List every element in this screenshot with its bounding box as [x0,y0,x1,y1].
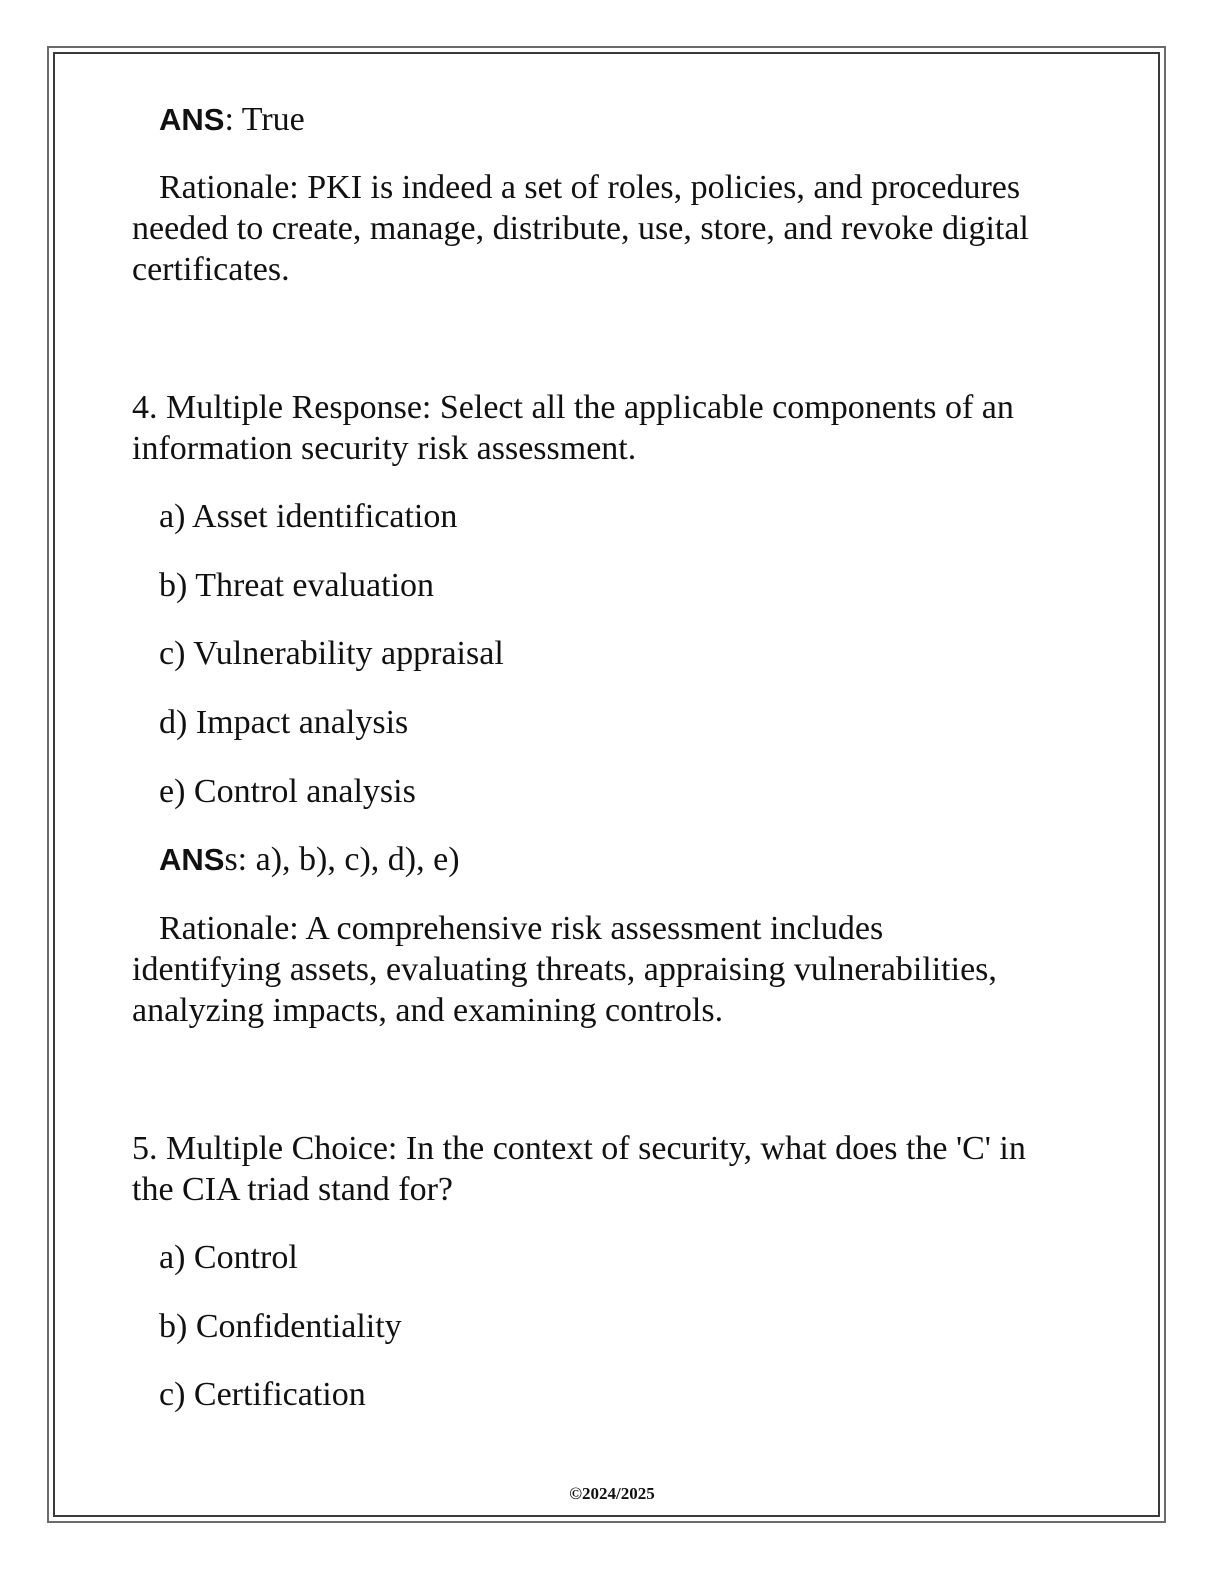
q4-question-line-1: 4. Multiple Response: Select all the applicable components of an [132,389,1014,426]
q3-rationale-line-1: Rationale: PKI is indeed a set of roles, policies, and procedures [159,169,1021,206]
q4-answer [159,839,460,880]
q4-option-e: e) Control analysis [159,773,416,810]
copyright-footer: ©2024/2025 [569,1484,655,1503]
q3-answer-label: ANS [159,102,225,137]
q4-rationale-line-2: identifying assets, evaluating threats, appraising vulnerabilities, [132,951,997,988]
q4-answer-label: ANS [159,842,225,877]
q3-rationale-line-2: needed to create, manage, distribute, use, store, and revoke digital [132,210,1029,247]
q5-option-b: b) Confidentiality [159,1308,402,1345]
q3-answer-value: : True [224,101,305,138]
q4-answer-value: s: a), b), c), d), e) [224,841,460,878]
q4-rationale-line-3: analyzing impacts, and examining controls. [132,992,724,1029]
q5-option-c: c) Certification [159,1376,366,1413]
q3-rationale-line-3: certificates. [132,251,290,288]
q5-option-a: a) Control [159,1239,298,1276]
q4-option-c: c) Vulnerability appraisal [159,635,504,672]
q4-question-line-2: information security risk assessment. [132,430,637,467]
q3-answer [159,99,305,140]
q4-option-a: a) Asset identification [159,498,458,535]
q5-question-line-1: 5. Multiple Choice: In the context of security, what does the 'C' in [132,1130,1026,1167]
q4-option-d: d) Impact analysis [159,704,409,741]
q4-rationale-line-1: Rationale: A comprehensive risk assessment includes [159,910,884,947]
q5-question-line-2: the CIA triad stand for? [132,1171,454,1208]
q4-option-b: b) Threat evaluation [159,567,435,604]
